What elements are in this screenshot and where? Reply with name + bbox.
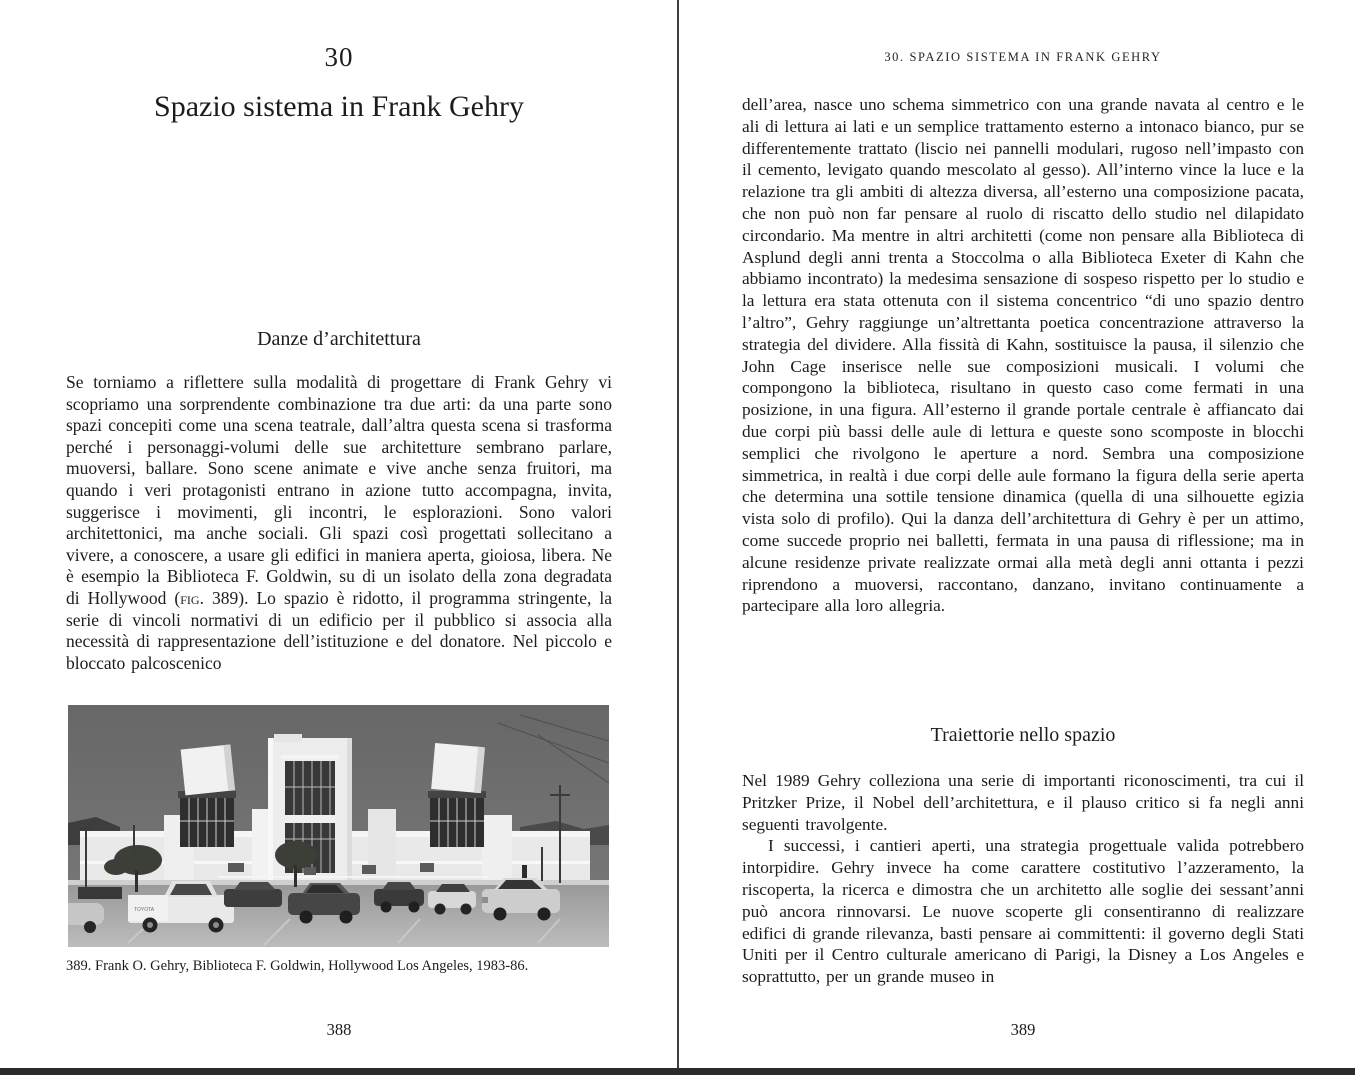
page-gutter-line bbox=[677, 0, 679, 1075]
right-body-paragraph-3: I successi, i cantieri aperti, una strategia progettuale valida potrebbero intorpidire. Gehry invece ha come carattere costitutivo l’azzeramento, la riscoperta, la ricerca e dimostra che un architetto alle soglie dei sessant’anni può ancora rinnovarsi. Le nuove scoperte gli consentiranno di realizzare edifici di grande rilevanza, basti pensare ai committenti: il governo degli Stati Uniti per il Centro culturale americano di Parigi, la Disney a Los Angeles e soprattutto, per un grande museo in bbox=[742, 836, 1304, 987]
chapter-title: Spazio sistema in Frank Gehry bbox=[154, 90, 524, 123]
left-cube-tower bbox=[178, 744, 236, 847]
chapter-number: 30 bbox=[324, 42, 354, 72]
page-number-left: 388 bbox=[326, 1020, 352, 1039]
page-number-right: 389 bbox=[1010, 1020, 1036, 1039]
section-heading-traiettorie: Traiettorie nello spazio bbox=[930, 724, 1116, 746]
right-body-paragraphs-2-3 bbox=[742, 770, 1304, 988]
figure-caption: 389. Frank O. Gehry, Biblioteca F. Goldwin, Hollywood Los Angeles, 1983-86. bbox=[66, 958, 529, 974]
right-body-paragraph-1: dell’area, nasce uno schema simmetrico con una grande navata al centro e le ali di lettura ai lati e un semplice trattamento esterno a intonaco bianco, pur se differentemente trattato (liscio nei pannelli modulari, rugoso nell’impasto con il cemento, levigato quando mescolato al gesso). All’interno vince la luce e la relazione tra gli ambiti di altezza diversa, all’esterno una composizione pacata, che non può non far pensare al ruolo di riscatto dello studio nel dilapidato circondario. Ma mentre in altri architetti (come non pensare alla Biblioteca di Asplund degli anni trenta a Stoccolma o alla Biblioteca Exeter di Kahn che abbiamo incontrato) la medesima sensazione di sospeso rispetto per lo studio e la lettura era stata ottenuta con il sistema concentrico “di uno spazio dentro l’altro”, Gehry raggiunge un’altrettanta poetica concentrazione attraverso la strategia del dividere. Alla fissità di Kahn, sostituisce la pausa, il silenzio che John Cage inserisce nelle sue composizioni musicali. I volumi che compongono la biblioteca, risultano in questo caso come fermati in una posizione, in una figura. All’esterno il grande portale centrale è affiancato dai due corpi più bassi delle aule di lettura e queste sono scomposte in blocchi semplici che rivolgono le aperture a nord. Sembra una composizione simmetrica, in realtà i due corpi delle aule formano la figura della serie aperta che determina una sottile tensione dinamica (quella di una silhouette egizia vista solo di profilo). Qui la danza dell’architettura di Gehry è per un attimo, come succede proprio nei balletti, fermata in una pausa di riflessione; ma in alcune residenze private realizzate ormai alla metà degli anni ottanta i pezzi riprendono a muoversi, raccontano, danzano, invitano continuamente a partecipare alla loro allegria. bbox=[742, 95, 1304, 616]
section-heading-danze: Danze d’architettura bbox=[257, 328, 421, 350]
right-body-paragraph-2: Nel 1989 Gehry colleziona una serie di importanti riconoscimenti, tra cui il Pritzker Prize, il Nobel dell’architettura, e il plauso critico si fa negli anni seguenti travolgente. bbox=[742, 771, 1304, 834]
left-paragraph-text-after: ). Lo spazio è ridotto, il programma stringente, la serie di vincoli normativi di un edificio per il pubblico si associa alla necessità di rappresentazione dell’istituzione e del donatore. Nel piccolo e bloccato palcoscenico bbox=[66, 587, 613, 673]
running-header: 30. SPAZIO SISTEMA IN FRANK GEHRY bbox=[884, 50, 1162, 64]
truck-tailgate-label: TOYOTA bbox=[134, 907, 155, 913]
figure-389-photo bbox=[68, 705, 609, 947]
scan-bottom-bar bbox=[0, 1068, 1355, 1075]
figure-reference: fig. 389 bbox=[180, 587, 239, 608]
left-body-paragraph bbox=[66, 372, 612, 674]
left-paragraph-text: Se torniamo a riflettere sulla modalità di progettare di Frank Gehry vi scopriamo una sorprendente combinazione tra due arti: da una parte sono spazi concepiti come una scena teatrale, dall’altra questa scena si trasforma perché i personaggi-volumi delle sue architetture sembrano parlare, muoversi, ballare. Sono scene animate e vive anche senza fruitori, ma quando i veri protagonisti entrano in azione tutto accompagna, invita, suggerisce i movimenti, gli incontri, le esplorazioni. Sono valori architettonici, ma anche sociali. Gli spazi così progettati sollecitano a vivere, a conoscere, a usare gli edifici in maniera aperta, gioiosa, libera. Ne è esempio la Biblioteca F. Goldwin, su di un isolato della zona degradata di Hollywood ( bbox=[66, 372, 612, 608]
right-cube-tower bbox=[428, 743, 486, 847]
